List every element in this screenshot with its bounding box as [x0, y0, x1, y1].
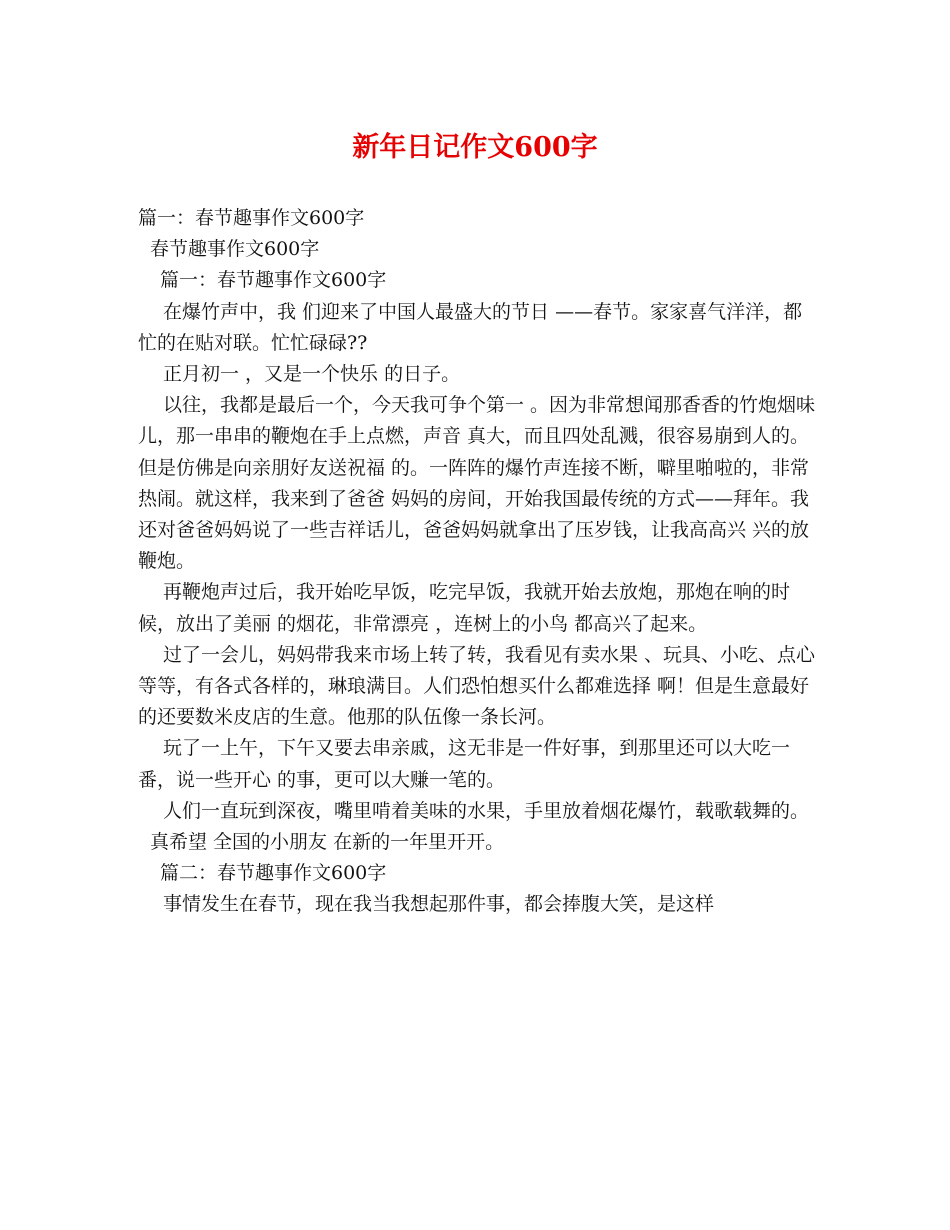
document-title: 新年日记作文600字: [352, 132, 598, 163]
paragraph: 正月初一 ，又是一个快乐 的日子。: [163, 363, 461, 386]
paragraph: 玩了一上午，下午又要去串亲戚，这无非是一件好事，到那里还可以大吃一番，说一些开心 的事，更可以大赚一笔的。: [138, 737, 791, 791]
document-body: [138, 203, 818, 921]
paragraph: 过了一会儿，妈妈带我来市场上转了转，我看见有卖水果 、玩具、小吃、点心等等，有各式各样的，琳琅满目。人们恐怕想买什么都难选择 啊！但是生意最好的还要数米皮店的生意。他那的队伍像一条长河。: [138, 643, 816, 729]
paragraph: 真希望 全国的小朋友 在新的一年里开开。: [150, 831, 505, 854]
sub-heading: 春节趣事作文600字: [150, 238, 320, 261]
paragraph: 在爆竹声中，我 们迎来了中国人最盛大的节日 ——春节。家家喜气洋洋，都忙的在贴对联。忙忙碌碌??: [138, 300, 803, 354]
paragraph: 人们一直玩到深夜，嘴里啃着美味的水果，手里放着烟花爆竹，载歌载舞的。: [163, 799, 810, 822]
paragraph: 事情发生在春节，现在我当我想起那件事，都会捧腹大笑，是这样: [163, 893, 715, 916]
section-heading: 篇二：春节趣事作文600字: [160, 862, 387, 885]
paragraph: 再鞭炮声过后，我开始吃早饭，吃完早饭，我就开始去放炮，那炮在响的时候，放出了美丽 的烟花，非常漂亮 ，连树上的小鸟 都高兴了起来。: [138, 581, 791, 635]
sub-heading: 篇一：春节趣事作文600字: [160, 269, 387, 292]
paragraph: 以往，我都是最后一个，今天我可争个第一 。因为非常想闻那香香的竹炮烟味儿，那一串串的鞭炮在手上点燃，声音 真大，而且四处乱溅，很容易崩到人的。但是仿佛是向亲朋好友送祝福 的。一阵阵的爆竹声连接不断，噼里啪啦的，非常热闹。就这样，我来到了爸爸 妈妈的房间，开始我国最传统的方式——拜年。我还对爸爸妈妈说了一些吉祥话儿，爸爸妈妈就拿出了压岁钱，让我高高兴 兴的放鞭炮。: [138, 394, 816, 573]
section-heading: 篇一：春节趣事作文600字: [138, 207, 365, 229]
